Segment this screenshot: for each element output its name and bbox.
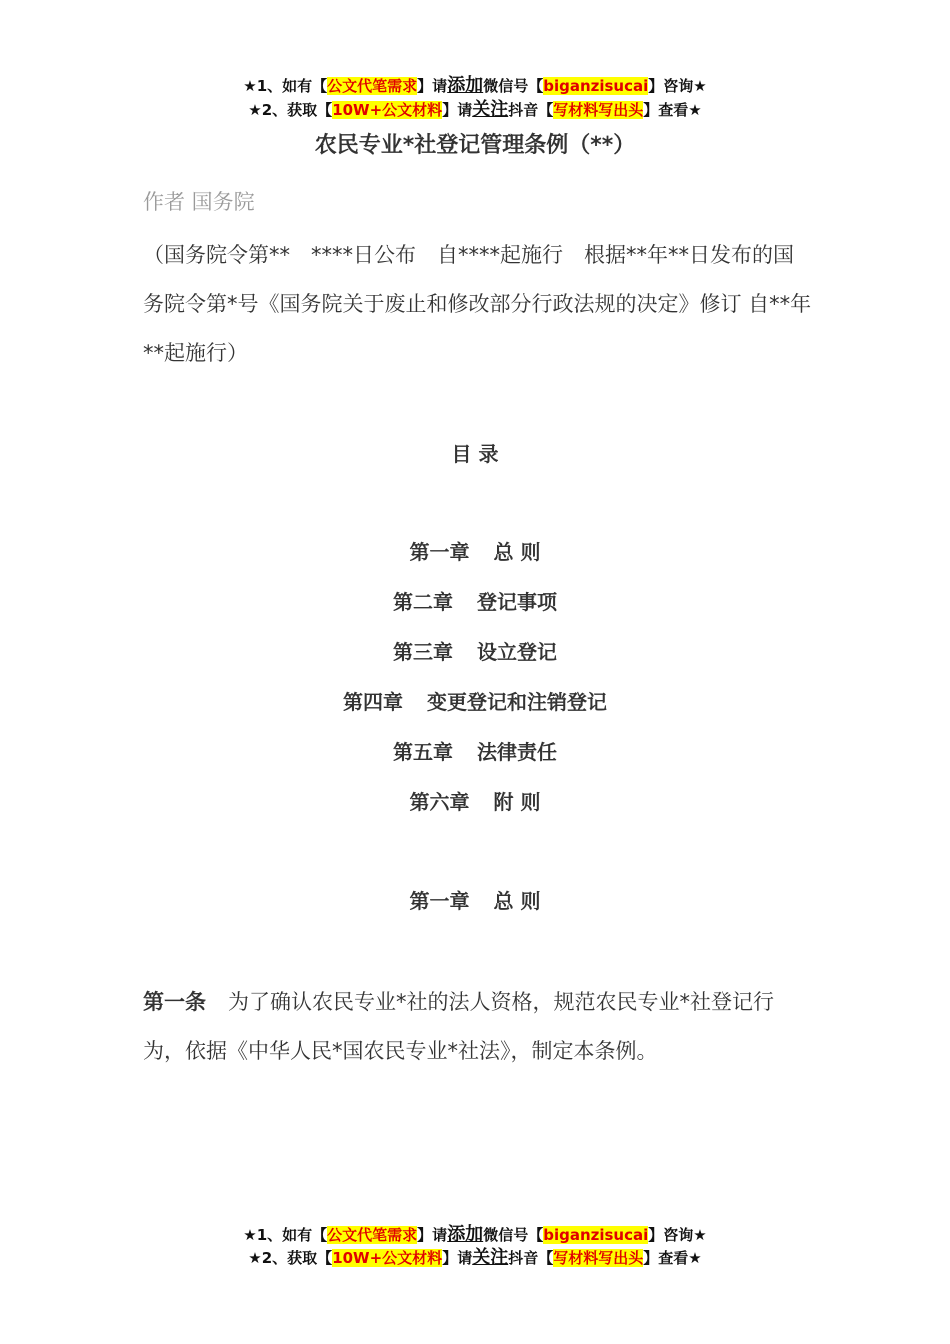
- toc-item: [0, 686, 950, 715]
- toc-heading: 目 录: [451, 442, 499, 466]
- toc-chapter: 第四章: [343, 690, 403, 714]
- chapter-number: 第一章: [409, 889, 470, 913]
- toc-chapter-name: 附 则: [493, 790, 541, 814]
- promo-highlight: 公文代笔需求: [327, 77, 418, 95]
- promo-emphasis: 关注: [472, 1247, 509, 1268]
- promo-text: 】查看★: [643, 1249, 702, 1267]
- promo-line-2-footer: [0, 1243, 950, 1269]
- article-label: 第一条: [143, 990, 206, 1014]
- toc-chapter: 第二章: [393, 590, 453, 614]
- toc-item: [0, 786, 950, 815]
- promo-emphasis: 添加: [447, 1224, 484, 1245]
- promo-wechat-id: biganzisucai: [543, 77, 649, 95]
- promo-text: 】请: [417, 77, 448, 95]
- promo-text: ★2、获取【: [248, 101, 333, 119]
- document-author: 作者 国务院: [143, 190, 255, 214]
- toc-chapter: 第五章: [393, 740, 453, 764]
- promo-wechat-id: biganzisucai: [543, 1226, 649, 1244]
- promo-douyin-id: 写材料写出头: [553, 101, 644, 119]
- promo-line-2: [0, 95, 950, 121]
- toc-chapter: 第六章: [409, 790, 470, 814]
- document-title: 农民专业*社登记管理条例（**）: [314, 133, 636, 158]
- toc-chapter: 第三章: [393, 640, 453, 664]
- toc-chapter-name: 法律责任: [477, 740, 557, 764]
- promo-text: ★1、如有【: [243, 77, 328, 95]
- article-1: [143, 978, 813, 1076]
- promo-text: 抖音【: [508, 101, 554, 119]
- promo-text: 】请: [442, 101, 473, 119]
- promo-line-1: [0, 71, 950, 97]
- toc-chapter: 第一章: [409, 540, 470, 564]
- promo-douyin-id: 写材料写出头: [553, 1249, 644, 1267]
- toc-chapter-name: 登记事项: [477, 590, 557, 614]
- promo-highlight: 10W+公文材料: [332, 1249, 443, 1267]
- promo-text: 抖音【: [508, 1249, 554, 1267]
- promo-text: 微信号【: [483, 77, 544, 95]
- promo-text: 】请: [417, 1226, 448, 1244]
- toc-chapter-name: 设立登记: [477, 640, 557, 664]
- toc-chapter-name: 变更登记和注销登记: [427, 690, 607, 714]
- promo-text: ★1、如有【: [243, 1226, 328, 1244]
- promo-emphasis: 关注: [472, 99, 509, 120]
- toc-item: [0, 736, 950, 765]
- promo-text: 】咨询★: [648, 1226, 707, 1244]
- toc-item: [0, 636, 950, 665]
- promo-text: 】查看★: [643, 101, 702, 119]
- document-meta: （国务院令第** ****日公布 自****起施行 根据**年**日发布的国务院令第*号《国务院关于废止和修改部分行政法规的决定》修订 自**年**起施行）: [143, 243, 812, 365]
- chapter-name: 总 则: [493, 889, 541, 913]
- promo-emphasis: 添加: [447, 75, 484, 96]
- toc-chapter-name: 总 则: [493, 540, 541, 564]
- toc-item: [0, 536, 950, 565]
- promo-highlight: 10W+公文材料: [332, 101, 443, 119]
- article-text: 为了确认农民专业*社的法人资格，规范农民专业*社登记行为，依据《中华人民*国农民专业*社法》，制定本条例。: [143, 990, 774, 1063]
- promo-highlight: 公文代笔需求: [327, 1226, 418, 1244]
- toc-item: [0, 586, 950, 615]
- promo-text: 】咨询★: [648, 77, 707, 95]
- promo-text: ★2、获取【: [248, 1249, 333, 1267]
- chapter-heading: [0, 885, 950, 914]
- promo-text: 微信号【: [483, 1226, 544, 1244]
- promo-text: 】请: [442, 1249, 473, 1267]
